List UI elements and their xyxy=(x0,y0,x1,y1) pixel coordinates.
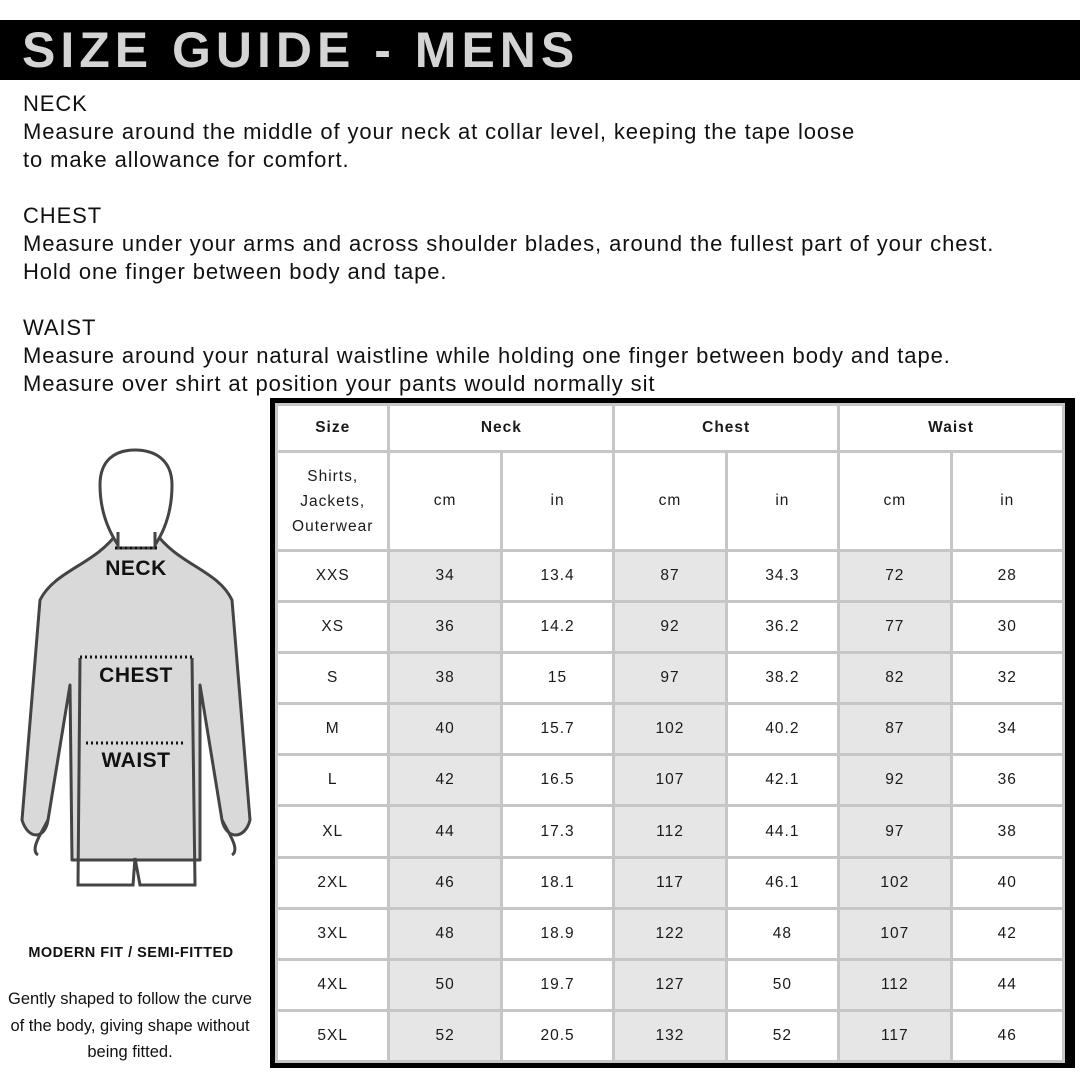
chest-in-cell: 42.1 xyxy=(726,755,838,806)
neck-in-unit: in xyxy=(501,452,613,551)
size-cell: 3XL xyxy=(277,908,389,959)
neck-header: Neck xyxy=(389,405,614,452)
table-row xyxy=(277,806,1064,857)
chest-cm-cell: 102 xyxy=(614,704,726,755)
neck-in-cell: 19.7 xyxy=(501,959,613,1010)
neck-in-cell: 15 xyxy=(501,653,613,704)
waist-in-cell: 30 xyxy=(951,602,1063,653)
waist-in-cell: 38 xyxy=(951,806,1063,857)
size-cell: 4XL xyxy=(277,959,389,1010)
size-header: Size xyxy=(277,405,389,452)
chest-in-cell: 48 xyxy=(726,908,838,959)
waist-in-unit: in xyxy=(951,452,1063,551)
neck-cm-cell: 42 xyxy=(389,755,501,806)
table-row xyxy=(277,551,1064,602)
waist-cm-cell: 82 xyxy=(839,653,951,704)
table-row xyxy=(277,857,1064,908)
table-row xyxy=(277,704,1064,755)
waist-cm-cell: 77 xyxy=(839,602,951,653)
waist-in-cell: 44 xyxy=(951,959,1063,1010)
neck-cm-cell: 38 xyxy=(389,653,501,704)
size-cell: S xyxy=(277,653,389,704)
instruction-line: Measure around your natural waistline while holding one finger between body and tape. xyxy=(23,343,951,368)
waist-cm-cell: 112 xyxy=(839,959,951,1010)
waist-cm-cell: 117 xyxy=(839,1010,951,1061)
chest-in-cell: 46.1 xyxy=(726,857,838,908)
instruction-line: Hold one finger between body and tape. xyxy=(23,259,448,284)
fit-title: MODERN FIT / SEMI-FITTED xyxy=(28,945,234,961)
waist-in-cell: 34 xyxy=(951,704,1063,755)
chest-in-cell: 38.2 xyxy=(726,653,838,704)
chest-cm-cell: 117 xyxy=(614,857,726,908)
waist-in-cell: 32 xyxy=(951,653,1063,704)
chest-cm-cell: 87 xyxy=(614,551,726,602)
waist-header: Waist xyxy=(839,405,1064,452)
waist-label: WAIST xyxy=(101,749,171,772)
table-row xyxy=(277,959,1064,1010)
chest-cm-cell: 132 xyxy=(614,1010,726,1061)
fit-description: Gently shaped to follow the curve of the body, giving shape without being fitted. xyxy=(8,990,252,1061)
size-table-frame xyxy=(270,398,1075,1068)
size-cell: 2XL xyxy=(277,857,389,908)
category-line: Shirts, xyxy=(307,467,359,485)
neck-cm-unit: cm xyxy=(389,452,501,551)
waist-in-cell: 28 xyxy=(951,551,1063,602)
neck-in-cell: 15.7 xyxy=(501,704,613,755)
category-line: Outerwear xyxy=(292,517,374,535)
measurement-instructions xyxy=(23,90,1073,426)
chest-cm-cell: 127 xyxy=(614,959,726,1010)
section-heading: NECK xyxy=(23,91,88,116)
chest-instructions xyxy=(23,202,1073,286)
instruction-line: Measure under your arms and across shoulder blades, around the fullest part of your chest. xyxy=(23,231,995,256)
chest-cm-cell: 112 xyxy=(614,806,726,857)
waist-cm-cell: 107 xyxy=(839,908,951,959)
neck-cm-cell: 36 xyxy=(389,602,501,653)
category-line: Jackets, xyxy=(300,492,366,510)
table-units-row xyxy=(277,452,1064,551)
waist-in-cell: 40 xyxy=(951,857,1063,908)
waist-cm-cell: 72 xyxy=(839,551,951,602)
size-cell: M xyxy=(277,704,389,755)
head-outline xyxy=(100,450,172,548)
chest-cm-cell: 107 xyxy=(614,755,726,806)
neck-in-cell: 20.5 xyxy=(501,1010,613,1061)
chest-in-cell: 52 xyxy=(726,1010,838,1061)
size-cell: XXS xyxy=(277,551,389,602)
waist-in-cell: 42 xyxy=(951,908,1063,959)
neck-in-cell: 13.4 xyxy=(501,551,613,602)
chest-in-cell: 44.1 xyxy=(726,806,838,857)
chest-header: Chest xyxy=(614,405,839,452)
table-header-row xyxy=(277,405,1064,452)
section-heading: WAIST xyxy=(23,315,97,340)
size-cell: L xyxy=(277,755,389,806)
waist-cm-cell: 92 xyxy=(839,755,951,806)
instruction-line: Measure over shirt at position your pants would normally sit xyxy=(23,371,656,396)
table-row xyxy=(277,908,1064,959)
neck-in-cell: 18.9 xyxy=(501,908,613,959)
chest-in-cell: 50 xyxy=(726,959,838,1010)
waist-cm-cell: 87 xyxy=(839,704,951,755)
table-row xyxy=(277,602,1064,653)
neck-label: NECK xyxy=(105,557,167,580)
neck-cm-cell: 50 xyxy=(389,959,501,1010)
waist-cm-unit: cm xyxy=(839,452,951,551)
size-cell: XL xyxy=(277,806,389,857)
chest-in-unit: in xyxy=(726,452,838,551)
title-banner xyxy=(0,20,1080,80)
table-row xyxy=(277,755,1064,806)
table-row xyxy=(277,653,1064,704)
waist-in-cell: 36 xyxy=(951,755,1063,806)
waist-instructions xyxy=(23,314,1073,398)
size-cell: 5XL xyxy=(277,1010,389,1061)
neck-cm-cell: 48 xyxy=(389,908,501,959)
page-title: SIZE GUIDE - MENS xyxy=(22,22,580,78)
table-row xyxy=(277,1010,1064,1061)
neck-in-cell: 16.5 xyxy=(501,755,613,806)
garment-category xyxy=(277,452,389,551)
section-heading: CHEST xyxy=(23,203,103,228)
chest-cm-cell: 122 xyxy=(614,908,726,959)
neck-in-cell: 18.1 xyxy=(501,857,613,908)
chest-in-cell: 40.2 xyxy=(726,704,838,755)
waist-cm-cell: 102 xyxy=(839,857,951,908)
neck-cm-cell: 44 xyxy=(389,806,501,857)
neck-in-cell: 17.3 xyxy=(501,806,613,857)
neck-instructions xyxy=(23,90,1073,174)
chest-in-cell: 34.3 xyxy=(726,551,838,602)
waist-cm-cell: 97 xyxy=(839,806,951,857)
size-table xyxy=(275,403,1065,1063)
chest-in-cell: 36.2 xyxy=(726,602,838,653)
instruction-line: to make allowance for comfort. xyxy=(23,147,350,172)
torso-silhouette xyxy=(22,532,250,885)
chest-cm-unit: cm xyxy=(614,452,726,551)
neck-in-cell: 14.2 xyxy=(501,602,613,653)
waist-in-cell: 46 xyxy=(951,1010,1063,1061)
size-cell: XS xyxy=(277,602,389,653)
chest-cm-cell: 97 xyxy=(614,653,726,704)
neck-cm-cell: 46 xyxy=(389,857,501,908)
neck-cm-cell: 40 xyxy=(389,704,501,755)
chest-cm-cell: 92 xyxy=(614,602,726,653)
neck-cm-cell: 34 xyxy=(389,551,501,602)
chest-label: CHEST xyxy=(99,664,173,687)
instruction-line: Measure around the middle of your neck at collar level, keeping the tape loose xyxy=(23,119,856,144)
neck-cm-cell: 52 xyxy=(389,1010,501,1061)
